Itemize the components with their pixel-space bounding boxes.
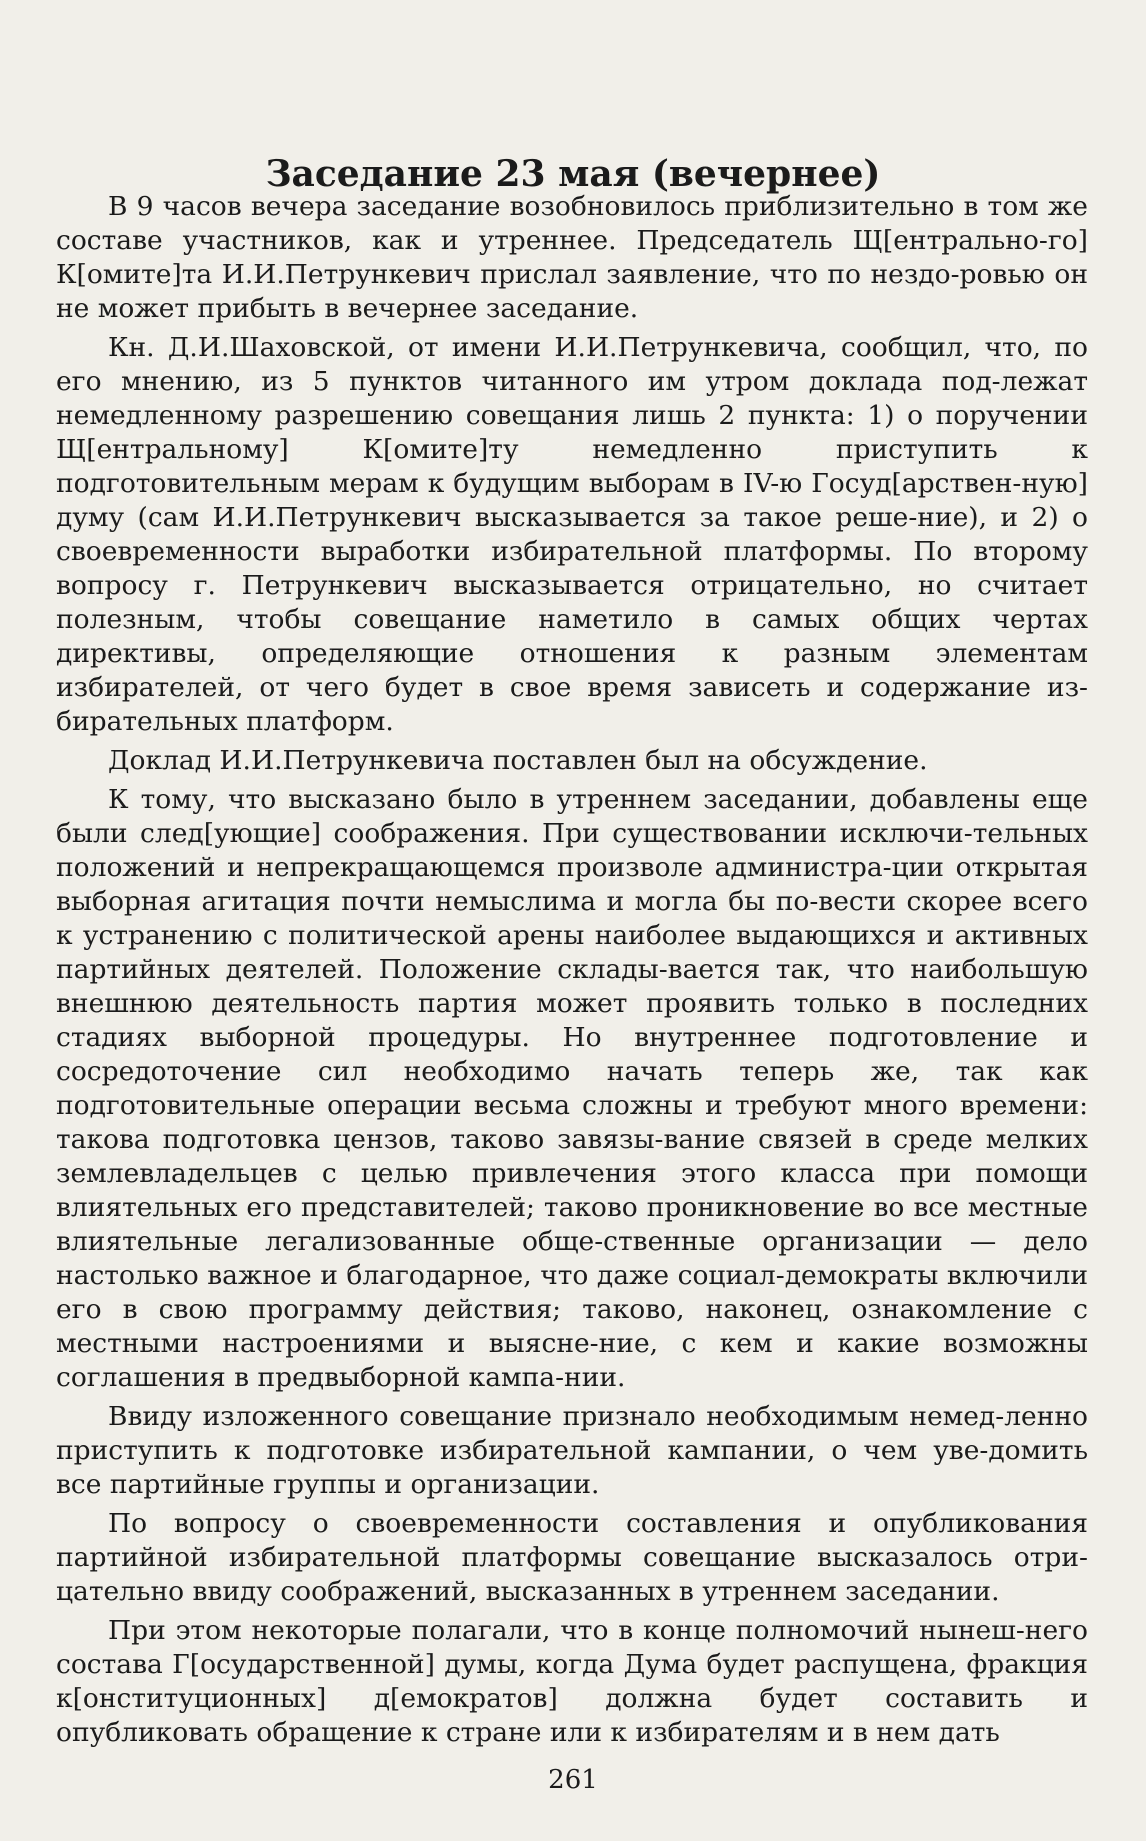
paragraph-5: Ввиду изложенного совещание признало необходимым немед-ленно приступить к подготовке избирательной кампании, о чем уве-домить все партийные группы и организации. — [56, 1401, 1088, 1500]
page-number: 261 — [548, 1765, 598, 1795]
paragraph-4: К тому, что высказано было в утреннем заседании, добавлены еще были след[ующие] соображения. При существовании исключи-тельных положений и непрекращающемся произволе администра-ции открытая выборная агитация почти немыслима и могла бы по-вести скорее всего к устранению с политической арены наиболее выдающихся и активных партийных деятелей. Положение склады-вается так, что наибольшую внешнюю деятельность партия может проявить только в последних стадиях выборной процедуры. Но внутреннее подготовление и сосредоточение сил необходимо начать теперь же, так как подготовительные операции весьма сложны и требуют много времени: такова подготовка цензов, таково завязы-вание связей в среде мелких землевладельцев с целью привлечения этого класса при помощи влиятельных его представителей; таково проникновение во все местные влиятельные легализованные обще-ственные организации — дело настолько важное и благодарное, что даже социал-демократы включили его в свою программу действия; таково, наконец, ознакомление с местными настроениями и выясне-ние, с кем и какие возможны соглашения в предвыборной кампа-нии. — [56, 784, 1088, 1393]
paragraph-1: В 9 часов вечера заседание возобновилось приблизительно в том же составе участников, как и утреннее. Председатель Щ[ентрально-го] К[омите]та И.И.Петрункевич прислал заявление, что по нездо-ровью он не может прибыть в вечернее заседание. — [56, 191, 1088, 324]
paragraph-7: При этом некоторые полагали, что в конце полномочий нынеш-него состава Г[осударственной] думы, когда Дума будет распущена, фракция к[онституционных] д[емократов] должна будет составить и опубликовать обращение к стране или к избирателям и в нем дать — [56, 1615, 1088, 1748]
body-text — [56, 190, 1088, 1750]
section-title: Заседание 23 мая (вечернее) — [265, 153, 881, 196]
paragraph-2: Кн. Д.И.Шаховской, от имени И.И.Петрункевича, сообщил, что, по его мнению, из 5 пунктов читанного им утром доклада под-лежат немедленному разрешению совещания лишь 2 пункта: 1) о поручении Щ[ентральному] К[омите]ту немедленно приступить к подготовительным мерам к будущим выборам в IV-ю Госуд[арствен-ную] думу (сам И.И.Петрункевич высказывается за такое реше-ние), и 2) о своевременности выработки избирательной платформы. По второму вопросу г. Петрункевич высказывается отрицательно, но считает полезным, чтобы совещание наметило в самых общих чертах директивы, определяющие отношения к разным элементам избирателей, от чего будет в свое время зависеть и содержание из-бирательных платформ. — [56, 332, 1088, 737]
paragraph-6: По вопросу о своевременности составления и опубликования партийной избирательной платформы совещание высказалось отри-цательно ввиду соображений, высказанных в утреннем заседании. — [56, 1508, 1088, 1607]
paragraph-3: Доклад И.И.Петрункевича поставлен был на обсуждение. — [108, 745, 928, 776]
